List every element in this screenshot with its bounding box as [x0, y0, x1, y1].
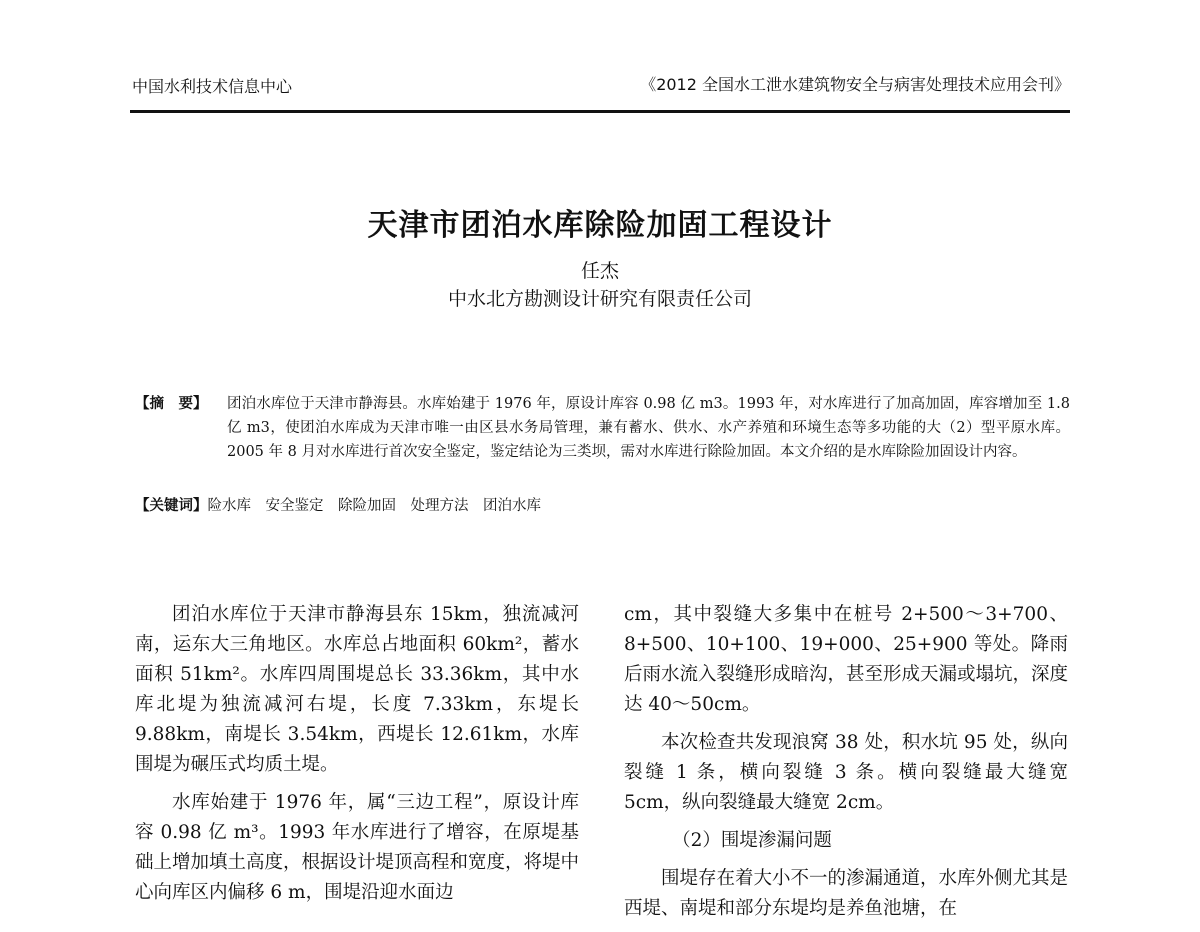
author-name: 任杰	[580, 260, 619, 282]
body-paragraph: cm，其中裂缝大多集中在桩号 2+500～3+700、8+500、10+100、19+000、25+900 等处。降雨后雨水流入裂缝形成暗沟，甚至形成天漏或塌坑，深度达 40～50cm。	[624, 604, 1069, 715]
body-column-left	[135, 600, 579, 916]
author-affiliation: 中水北方勘测设计研究有限责任公司	[447, 288, 752, 310]
paper-title: 天津市团泊水库除险加固工程设计	[367, 208, 833, 243]
abstract-label: 【摘 要】	[135, 395, 208, 412]
body-paragraph: 本次检查共发现浪窝 38 处，积水坑 95 处，纵向裂缝 1 条，横向裂缝 3 条。横向裂缝最大缝宽 5cm，纵向裂缝最大缝宽 2cm。	[624, 732, 1068, 813]
running-header-right: 《2012 全国水工泄水建筑物安全与病害处理技术应用会刊》	[640, 75, 1070, 94]
body-paragraph: 水库始建于 1976 年，属“三边工程”，原设计库容 0.98 亿 m³。1993 年水库进行了增容，在原堤基础上增加填土高度，根据设计堤顶高程和宽度，将堤中心向库区内偏移 6 m，围堤沿迎水面边	[135, 792, 580, 903]
header-rule	[130, 110, 1070, 113]
abstract-text: 团泊水库位于天津市静海县。水库始建于 1976 年，原设计库容 0.98 亿 m3。1993 年，对水库进行了加高加固，库容增加至 1.8 亿 m3，使团泊水库成为天津市唯一由区县水务局管理，兼有蓄水、供水、水产养殖和环境生态等多功能的大（2）型平原水库。2005 年 8 月对水库进行首次安全鉴定，鉴定结论为三类坝，需对水库进行除险加固。本文介绍的是水库除险加固设计内容。	[227, 396, 1070, 460]
running-header-left: 中国水利技术信息中心	[132, 77, 293, 96]
keywords-label: 【关键词】	[135, 497, 208, 514]
section-subheading: （2）围堤渗漏问题	[672, 830, 832, 851]
body-column-right	[624, 600, 1068, 932]
body-paragraph: 围堤存在着大小不一的渗漏通道，水库外侧尤其是西堤、南堤和部分东堤均是养鱼池塘，在	[624, 868, 1069, 919]
keywords-text: 险水库 安全鉴定 除险加固 处理方法 团泊水库	[207, 498, 541, 514]
abstract	[135, 392, 1070, 464]
keywords	[135, 494, 541, 515]
body-paragraph: 团泊水库位于天津市静海县东 15km，独流减河南，运东大三角地区。水库总占地面积 60km²，蓄水面积 51km²。水库四周围堤总长 33.36km，其中水库北堤为独流减河右堤，长度 7.33km，东堤长 9.88km，南堤长 3.54km，西堤长 12.61km，水库围堤为碾压式均质土堤。	[135, 604, 579, 775]
